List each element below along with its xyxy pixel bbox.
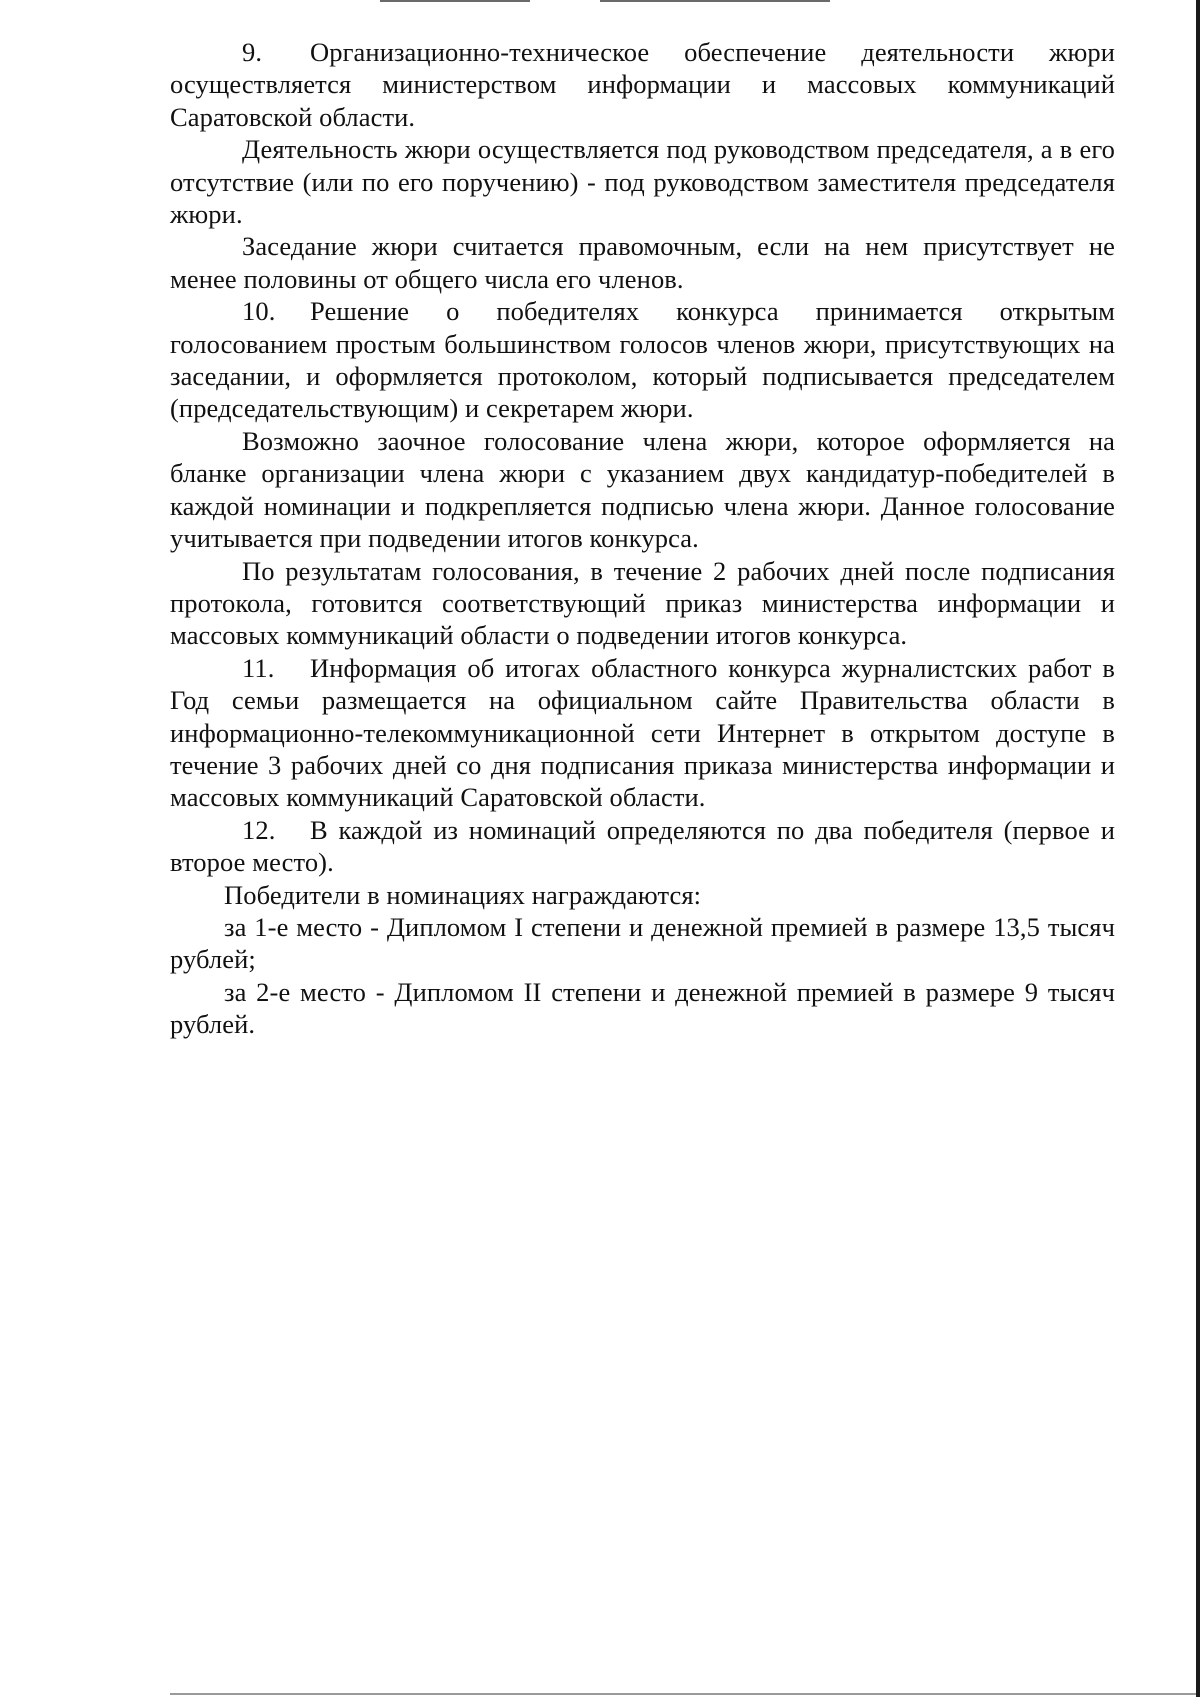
paragraph-text: Организационно-техническое обеспечение деятельности жюри осуществляется министерством информации и массовых коммуникаций Саратовской области.	[170, 37, 1115, 132]
paragraph-12	[170, 814, 1115, 879]
paragraph-12-awards-intro	[170, 879, 1115, 911]
scan-edge-bottom	[170, 1693, 1196, 1695]
scan-edge-top-left	[380, 0, 530, 2]
paragraph-11	[170, 652, 1115, 814]
paragraph-text: Информация об итогах областного конкурса журналистских работ в Год семьи размещается на официальном сайте Правительства области в информационно-телекоммуникационной сети Интернет в открытом доступе в течение 3 рабочих дней со дня подписания приказа министерства информации и массовых коммуникаций Саратовской области.	[170, 652, 1115, 813]
paragraph-9-jury-leadership	[170, 133, 1115, 230]
paragraph-10-results	[170, 555, 1115, 652]
document-page	[170, 36, 1115, 1041]
paragraph-number: 9.	[242, 37, 263, 67]
paragraph-10	[170, 295, 1115, 425]
paragraph-text: Решение о победителях конкурса принимается открытым голосованием простым большинством голосов членов жюри, присутствующих на заседании, и оформляется протоколом, который подписывается председателем (председательствующим) и секретарем жюри.	[170, 296, 1115, 424]
paragraph-number: 11.	[242, 652, 275, 683]
paragraph-12-second-place	[170, 976, 1115, 1041]
scan-edge-right	[1196, 0, 1200, 1697]
paragraph-9	[170, 36, 1115, 133]
paragraph-9-quorum	[170, 230, 1115, 295]
paragraph-10-absentee-voting	[170, 425, 1115, 555]
paragraph-text: за 1-е место - Дипломом I степени и денежной премией в размере 13,5 тысяч рублей;	[170, 911, 1115, 975]
scan-edge-top-right	[600, 0, 830, 2]
paragraph-text: Победители в номинациях награждаются:	[224, 879, 702, 910]
paragraph-number: 10.	[242, 296, 276, 327]
paragraph-text: Возможно заочное голосование члена жюри, которое оформляется на бланке организации члена жюри с указанием двух кандидатур-победителей в каждой номинации и подкрепляется подписью члена жюри. Данное голосование учитывается при подведении итогов конкурса.	[170, 425, 1115, 554]
paragraph-text: В каждой из номинаций определяются по два победителя (первое и второе место).	[170, 814, 1115, 878]
paragraph-text: По результатам голосования, в течение 2 рабочих дней после подписания протокола, готовится соответствующий приказ министерства информации и массовых коммуникаций области о подведении итогов конкурса.	[170, 555, 1115, 651]
paragraph-number: 12.	[242, 814, 276, 845]
paragraph-text: Заседание жюри считается правомочным, если на нем присутствует не менее половины от общего числа его членов.	[170, 231, 1115, 294]
paragraph-text: за 2-е место - Дипломом II степени и денежной премией в размере 9 тысяч рублей.	[170, 976, 1115, 1040]
paragraph-12-first-place	[170, 911, 1115, 976]
paragraph-text: Деятельность жюри осуществляется под руководством председателя, а в его отсутствие (или по его поручению) - под руководством заместителя председателя жюри.	[170, 134, 1115, 230]
